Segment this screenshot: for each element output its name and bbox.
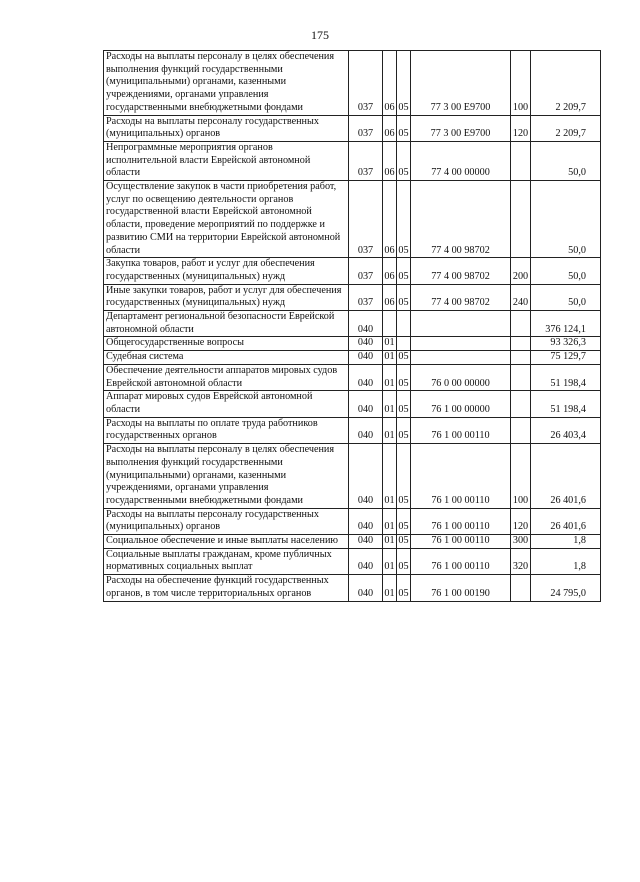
ministry-code-cell: 040: [349, 391, 383, 417]
expense-type-cell: [511, 351, 531, 365]
section-code-cell: 01: [383, 508, 397, 534]
subsection-code-cell: 05: [397, 417, 411, 443]
expense-type-cell: 120: [511, 115, 531, 141]
section-code-cell: 01: [383, 391, 397, 417]
ministry-code-cell: 040: [349, 575, 383, 601]
amount-cell: 26 403,4: [531, 417, 601, 443]
ministry-code-cell: 037: [349, 115, 383, 141]
ministry-code-cell: 037: [349, 284, 383, 310]
table-row: [104, 51, 601, 116]
subsection-code-cell: 05: [397, 258, 411, 284]
expense-name-cell: Социальные выплаты гражданам, кроме публичных нормативных социальных выплат: [104, 548, 349, 574]
section-code-cell: 01: [383, 444, 397, 509]
table-row: [104, 417, 601, 443]
target-article-cell: 76 1 00 00110: [411, 508, 511, 534]
ministry-code-cell: 037: [349, 181, 383, 258]
section-code-cell: 06: [383, 141, 397, 180]
table-row: [104, 115, 601, 141]
ministry-code-cell: 040: [349, 351, 383, 365]
target-article-cell: 76 1 00 00190: [411, 575, 511, 601]
subsection-code-cell: 05: [397, 575, 411, 601]
section-code-cell: 01: [383, 548, 397, 574]
ministry-code-cell: 040: [349, 444, 383, 509]
amount-cell: 1,8: [531, 535, 601, 549]
expense-type-cell: [511, 337, 531, 351]
table-row: [104, 351, 601, 365]
ministry-code-cell: 037: [349, 258, 383, 284]
expense-type-cell: 320: [511, 548, 531, 574]
expense-type-cell: [511, 391, 531, 417]
expense-type-cell: [511, 364, 531, 390]
target-article-cell: 76 1 00 00110: [411, 548, 511, 574]
ministry-code-cell: 040: [349, 548, 383, 574]
section-code-cell: [383, 311, 397, 337]
section-code-cell: 01: [383, 417, 397, 443]
section-code-cell: 06: [383, 258, 397, 284]
subsection-code-cell: 05: [397, 351, 411, 365]
expense-type-cell: [511, 311, 531, 337]
section-code-cell: 06: [383, 51, 397, 116]
table-row: [104, 444, 601, 509]
target-article-cell: 77 4 00 00000: [411, 141, 511, 180]
expense-name-cell: Департамент региональной безопасности Еврейской автономной области: [104, 311, 349, 337]
budget-table: [103, 50, 601, 602]
expense-name-cell: Иные закупки товаров, работ и услуг для обеспечения государственных (муниципальных) нужд: [104, 284, 349, 310]
target-article-cell: [411, 351, 511, 365]
subsection-code-cell: 05: [397, 181, 411, 258]
amount-cell: 75 129,7: [531, 351, 601, 365]
target-article-cell: 77 3 00 Е9700: [411, 51, 511, 116]
expense-type-cell: 240: [511, 284, 531, 310]
section-code-cell: 06: [383, 115, 397, 141]
expense-name-cell: Осуществление закупок в части приобретения работ, услуг по освещению деятельности органов государственной власти Еврейской автономной области, проведение мероприятий по поддержке и развитию СМИ на территории Еврейской автономной области: [104, 181, 349, 258]
target-article-cell: 77 3 00 Е9700: [411, 115, 511, 141]
ministry-code-cell: 037: [349, 51, 383, 116]
amount-cell: 376 124,1: [531, 311, 601, 337]
expense-name-cell: Общегосударственные вопросы: [104, 337, 349, 351]
expense-name-cell: Социальное обеспечение и иные выплаты населению: [104, 535, 349, 549]
target-article-cell: 76 1 00 00000: [411, 391, 511, 417]
ministry-code-cell: 040: [349, 508, 383, 534]
expense-type-cell: 300: [511, 535, 531, 549]
expense-name-cell: Расходы на выплаты персоналу государственных (муниципальных) органов: [104, 115, 349, 141]
amount-cell: 50,0: [531, 258, 601, 284]
ministry-code-cell: 040: [349, 417, 383, 443]
subsection-code-cell: 05: [397, 141, 411, 180]
table-row: [104, 337, 601, 351]
table-row: [104, 141, 601, 180]
amount-cell: 50,0: [531, 141, 601, 180]
expense-name-cell: Судебная система: [104, 351, 349, 365]
expense-type-cell: 120: [511, 508, 531, 534]
expense-name-cell: Непрограммные мероприятия органов исполнительной власти Еврейской автономной области: [104, 141, 349, 180]
table-row: [104, 311, 601, 337]
amount-cell: 2 209,7: [531, 115, 601, 141]
table-row: [104, 508, 601, 534]
amount-cell: 26 401,6: [531, 444, 601, 509]
table-row: [104, 181, 601, 258]
section-code-cell: 01: [383, 575, 397, 601]
target-article-cell: [411, 311, 511, 337]
ministry-code-cell: 037: [349, 141, 383, 180]
expense-name-cell: Аппарат мировых судов Еврейской автономной области: [104, 391, 349, 417]
table-row: [104, 535, 601, 549]
target-article-cell: 77 4 00 98702: [411, 284, 511, 310]
section-code-cell: 01: [383, 364, 397, 390]
section-code-cell: 06: [383, 284, 397, 310]
target-article-cell: 76 0 00 00000: [411, 364, 511, 390]
section-code-cell: 01: [383, 351, 397, 365]
expense-name-cell: Расходы на выплаты персоналу в целях обеспечения выполнения функций государственными (муниципальными) органами, казенными учреждениями, органами управления государственными внебюджетными фондами: [104, 51, 349, 116]
subsection-code-cell: [397, 337, 411, 351]
target-article-cell: [411, 337, 511, 351]
ministry-code-cell: 040: [349, 364, 383, 390]
page-number: 175: [311, 28, 329, 42]
expense-type-cell: 200: [511, 258, 531, 284]
target-article-cell: 76 1 00 00110: [411, 535, 511, 549]
section-code-cell: 06: [383, 181, 397, 258]
subsection-code-cell: 05: [397, 508, 411, 534]
expense-type-cell: [511, 181, 531, 258]
ministry-code-cell: 040: [349, 311, 383, 337]
expense-name-cell: Расходы на выплаты персоналу государственных (муниципальных) органов: [104, 508, 349, 534]
subsection-code-cell: 05: [397, 364, 411, 390]
amount-cell: 24 795,0: [531, 575, 601, 601]
table-row: [104, 258, 601, 284]
table-row: [104, 391, 601, 417]
amount-cell: 51 198,4: [531, 364, 601, 390]
amount-cell: 50,0: [531, 284, 601, 310]
subsection-code-cell: 05: [397, 548, 411, 574]
table-row: [104, 364, 601, 390]
expense-type-cell: [511, 575, 531, 601]
ministry-code-cell: 040: [349, 337, 383, 351]
target-article-cell: 77 4 00 98702: [411, 258, 511, 284]
expense-name-cell: Расходы на обеспечение функций государственных органов, в том числе территориальных органов: [104, 575, 349, 601]
amount-cell: 51 198,4: [531, 391, 601, 417]
ministry-code-cell: 040: [349, 535, 383, 549]
expense-type-cell: 100: [511, 51, 531, 116]
table-row: [104, 548, 601, 574]
expense-name-cell: Расходы на выплаты по оплате труда работников государственных органов: [104, 417, 349, 443]
expense-name-cell: Обеспечение деятельности аппаратов мировых судов Еврейской автономной области: [104, 364, 349, 390]
subsection-code-cell: 05: [397, 51, 411, 116]
amount-cell: 50,0: [531, 181, 601, 258]
table-row: [104, 284, 601, 310]
amount-cell: 93 326,3: [531, 337, 601, 351]
subsection-code-cell: [397, 311, 411, 337]
subsection-code-cell: 05: [397, 535, 411, 549]
subsection-code-cell: 05: [397, 391, 411, 417]
subsection-code-cell: 05: [397, 444, 411, 509]
target-article-cell: 76 1 00 00110: [411, 444, 511, 509]
target-article-cell: 77 4 00 98702: [411, 181, 511, 258]
expense-type-cell: [511, 417, 531, 443]
expense-type-cell: 100: [511, 444, 531, 509]
expense-name-cell: Закупка товаров, работ и услуг для обеспечения государственных (муниципальных) нужд: [104, 258, 349, 284]
expense-name-cell: Расходы на выплаты персоналу в целях обеспечения выполнения функций государственными (муниципальными) органами, казенными учреждениями, органами управления государственными внебюджетными фондами: [104, 444, 349, 509]
subsection-code-cell: 05: [397, 284, 411, 310]
budget-table-body: [104, 51, 601, 602]
section-code-cell: 01: [383, 337, 397, 351]
target-article-cell: 76 1 00 00110: [411, 417, 511, 443]
table-row: [104, 575, 601, 601]
amount-cell: 26 401,6: [531, 508, 601, 534]
section-code-cell: 01: [383, 535, 397, 549]
subsection-code-cell: 05: [397, 115, 411, 141]
expense-type-cell: [511, 141, 531, 180]
amount-cell: 1,8: [531, 548, 601, 574]
amount-cell: 2 209,7: [531, 51, 601, 116]
